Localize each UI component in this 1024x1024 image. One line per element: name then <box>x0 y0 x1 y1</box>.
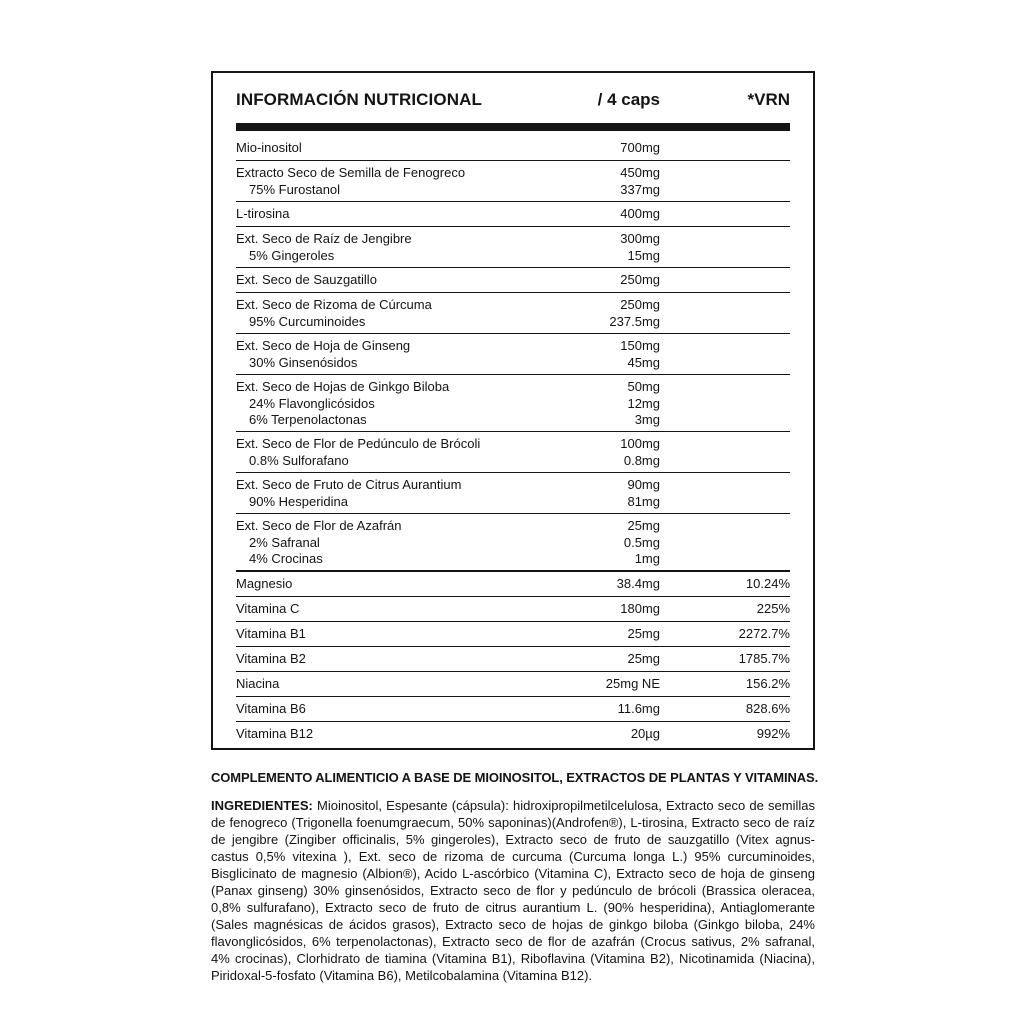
panel-title: INFORMACIÓN NUTRICIONAL <box>236 90 482 109</box>
table-row <box>236 622 790 647</box>
ingredient-name: Ext. Seco de Flor de Pedúnculo de Brócoli <box>236 436 481 451</box>
ingredient-name: Extracto Seco de Semilla de Fenogreco <box>236 165 466 180</box>
table-row <box>236 432 790 473</box>
table-subrow <box>236 551 790 567</box>
standardization-name: 2% Safranal <box>249 535 320 550</box>
table-row <box>236 268 790 293</box>
table-subrow <box>236 396 790 412</box>
standardization-amount: 337mg <box>620 182 660 197</box>
ingredient-name: Ext. Seco de Flor de Azafrán <box>236 518 402 533</box>
table-row-main <box>236 725 790 743</box>
serving-size-header: / 4 caps <box>597 90 660 109</box>
standardization-name: 95% Curcuminoides <box>249 314 366 329</box>
ingredient-amount: 11.6mg <box>617 701 660 716</box>
ingredient-vrn <box>660 164 790 182</box>
standardization-name: 0.8% Sulforafano <box>249 453 349 468</box>
ingredient-name: L-tirosina <box>236 206 290 221</box>
standardization-amount: 15mg <box>627 248 660 263</box>
table-row <box>236 161 790 202</box>
ingredient-vrn: 10.24% <box>745 576 790 591</box>
standardization-vrn <box>660 453 790 469</box>
ingredient-amount: 400mg <box>620 206 660 221</box>
table-row-main <box>236 700 790 718</box>
standardization-amount: 1mg <box>634 551 660 566</box>
ingredient-vrn: 156.2% <box>745 676 790 691</box>
table-row <box>236 227 790 268</box>
standardization-amount: 0.8mg <box>623 453 660 468</box>
table-subrow <box>236 248 790 264</box>
standardization-vrn <box>660 248 790 264</box>
standardization-amount: 45mg <box>627 355 660 370</box>
standardization-name: 6% Terpenolactonas <box>249 412 367 427</box>
table-row-main <box>236 378 790 396</box>
table-row-main <box>236 675 790 693</box>
table-subrow <box>236 535 790 551</box>
ingredient-name: Vitamina B1 <box>236 626 306 641</box>
ingredient-vrn <box>660 517 790 535</box>
ingredient-vrn: 225% <box>756 601 790 616</box>
table-row-main <box>236 650 790 668</box>
ingredients-label: INGREDIENTES: <box>211 798 313 813</box>
table-row <box>236 473 790 514</box>
ingredient-name: Ext. Seco de Fruto de Citrus Aurantium <box>236 477 462 492</box>
ingredient-name: Vitamina C <box>236 601 300 616</box>
ingredient-vrn <box>660 230 790 248</box>
standardization-name: 75% Furostanol <box>249 182 341 197</box>
ingredient-name: Mio-inositol <box>236 140 302 155</box>
vrn-header: *VRN <box>747 90 790 109</box>
ingredient-amount: 90mg <box>627 477 660 492</box>
ingredient-name: Magnesio <box>236 576 293 591</box>
nutrition-table <box>236 131 790 746</box>
standardization-amount: 0.5mg <box>623 535 660 550</box>
ingredient-amount: 25mg NE <box>605 676 660 691</box>
table-row-main <box>236 625 790 643</box>
ingredients-paragraph <box>211 797 815 984</box>
ingredient-vrn <box>660 271 790 289</box>
ingredient-vrn <box>660 476 790 494</box>
table-subrow <box>236 314 790 330</box>
ingredient-name: Niacina <box>236 676 280 691</box>
ingredient-amount: 150mg <box>620 338 660 353</box>
ingredient-name: Vitamina B2 <box>236 651 306 666</box>
ingredient-amount: 450mg <box>620 165 660 180</box>
standardization-amount: 3mg <box>634 412 660 427</box>
table-row <box>236 334 790 375</box>
table-row <box>236 722 790 746</box>
ingredient-amount: 250mg <box>620 297 660 312</box>
table-row-main <box>236 296 790 314</box>
ingredient-amount: 100mg <box>620 436 660 451</box>
table-subrow <box>236 494 790 510</box>
table-row-main <box>236 575 790 593</box>
ingredient-amount: 180mg <box>620 601 660 616</box>
table-row <box>236 514 790 572</box>
nutrition-facts-panel <box>211 71 815 750</box>
standardization-vrn <box>660 551 790 567</box>
ingredient-vrn: 828.6% <box>745 701 790 716</box>
ingredient-amount: 25mg <box>627 518 660 533</box>
table-row-main <box>236 205 790 223</box>
ingredient-name: Ext. Seco de Rizoma de Cúrcuma <box>236 297 432 312</box>
standardization-vrn <box>660 314 790 330</box>
table-row-main <box>236 139 790 157</box>
standardization-amount: 237.5mg <box>609 314 660 329</box>
standardization-name: 30% Ginsenósidos <box>249 355 358 370</box>
table-row-main <box>236 435 790 453</box>
table-row <box>236 375 790 432</box>
table-row <box>236 672 790 697</box>
standardization-vrn <box>660 494 790 510</box>
table-row <box>236 647 790 672</box>
ingredient-amount: 250mg <box>620 272 660 287</box>
ingredient-name: Vitamina B12 <box>236 726 314 741</box>
ingredient-vrn: 992% <box>756 726 790 741</box>
table-row <box>236 597 790 622</box>
table-row <box>236 293 790 334</box>
ingredient-amount: 25mg <box>627 626 660 641</box>
product-summary: COMPLEMENTO ALIMENTICIO A BASE DE MIOINOSITOL, EXTRACTOS DE PLANTAS Y VITAMINAS. <box>211 770 819 785</box>
table-subrow <box>236 412 790 428</box>
ingredient-amount: 700mg <box>620 140 660 155</box>
table-row-main <box>236 164 790 182</box>
ingredient-vrn <box>660 139 790 157</box>
standardization-vrn <box>660 182 790 198</box>
standardization-amount: 81mg <box>627 494 660 509</box>
table-subrow <box>236 453 790 469</box>
ingredient-name: Ext. Seco de Sauzgatillo <box>236 272 377 287</box>
standardization-name: 4% Crocinas <box>249 551 323 566</box>
table-subrow <box>236 355 790 371</box>
table-row <box>236 697 790 722</box>
table-row <box>236 572 790 597</box>
table-subrow <box>236 182 790 198</box>
ingredient-vrn <box>660 296 790 314</box>
table-row-main <box>236 230 790 248</box>
standardization-name: 90% Hesperidina <box>249 494 349 509</box>
table-row <box>236 202 790 227</box>
ingredient-amount: 50mg <box>627 379 660 394</box>
standardization-name: 24% Flavonglicósidos <box>249 396 375 411</box>
ingredient-vrn <box>660 435 790 453</box>
standardization-vrn <box>660 355 790 371</box>
ingredient-amount: 20µg <box>630 726 660 741</box>
ingredient-name: Vitamina B6 <box>236 701 306 716</box>
ingredient-vrn <box>660 205 790 223</box>
ingredient-vrn <box>660 337 790 355</box>
ingredient-vrn: 1785.7% <box>738 651 790 666</box>
table-row-main <box>236 271 790 289</box>
ingredient-amount: 38.4mg <box>616 576 660 591</box>
ingredient-name: Ext. Seco de Hoja de Ginseng <box>236 338 411 353</box>
table-row-main <box>236 337 790 355</box>
ingredient-amount: 300mg <box>620 231 660 246</box>
ingredient-vrn: 2272.7% <box>738 626 790 641</box>
ingredients-text: Mioinositol, Espesante (cápsula): hidroxipropilmetilcelulosa, Extracto seco de semillas de fenogreco (Trigonella foenumgraecum, 50% saponinas)(Androfen®), L-tirosina, Extracto seco de raíz de jengibre (Zingiber officinalis, 5% gingeroles), Extracto seco de fruto de sauzgatillo (Vitex agnus-castus 0,5% vitexina ), Ext. seco de rizoma de curcuma (Curcuma longa L.) 95% curcuminoides, Bisglicinato de magnesio (Albion®), Acido L-ascórbico (Vitamina C), Extracto seco de hoja de ginseng (Panax ginseng) 30% ginsenósidos, Extracto seco de flor y pedúnculo de brócoli (Brassica oleracea, 0,8% sulfurafano), Extracto seco de fruto de citrus aurantium L. (90% hesperidina), Antiaglomerante (Sales magnésicas de ácidos grasos), Extracto seco de hojas de ginkgo biloba (Ginkgo biloba, 24% flavonglicósidos, 6% terpenolactonas), Extracto seco de flor de azafrán (Crocus sativus, 2% safranal, 4% crocinas), Clorhidrato de tiamina (Vitamina B1), Riboflavina (Vitamina B2), Nicotinamida (Niacina), Piridoxal-5-fosfato (Vitamina B6), Metilcobalamina (Vitamina B12). <box>211 798 815 983</box>
ingredient-name: Ext. Seco de Hojas de Ginkgo Biloba <box>236 379 450 394</box>
standardization-vrn <box>660 535 790 551</box>
table-row <box>236 131 790 161</box>
header-divider-bar <box>236 123 790 131</box>
table-row-main <box>236 476 790 494</box>
standardization-amount: 12mg <box>627 396 660 411</box>
ingredient-name: Ext. Seco de Raíz de Jengibre <box>236 231 412 246</box>
ingredient-vrn <box>660 378 790 396</box>
ingredient-amount: 25mg <box>627 651 660 666</box>
standardization-name: 5% Gingeroles <box>249 248 335 263</box>
table-row-main <box>236 600 790 618</box>
panel-header <box>236 89 790 111</box>
table-row-main <box>236 517 790 535</box>
standardization-vrn <box>660 396 790 412</box>
standardization-vrn <box>660 412 790 428</box>
